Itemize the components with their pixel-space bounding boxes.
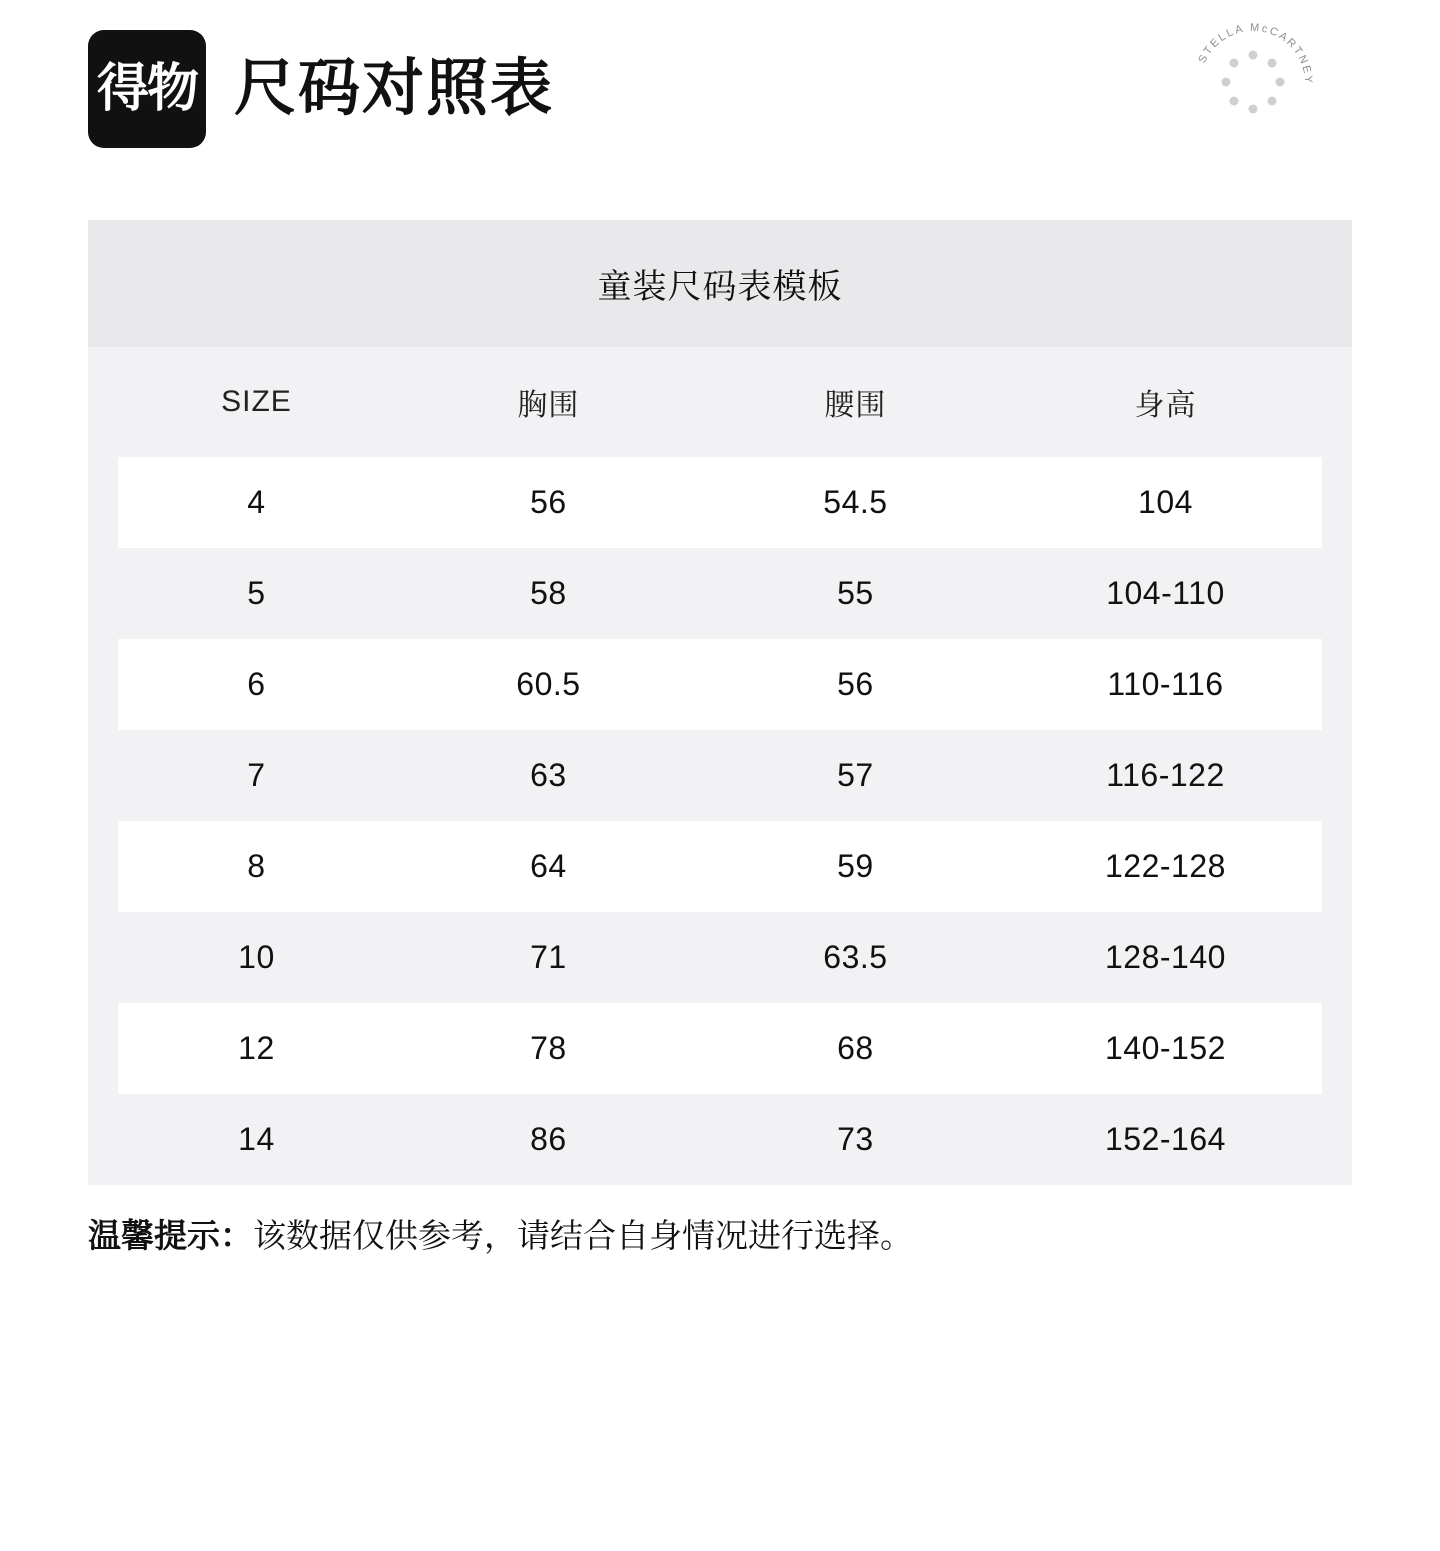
table-row	[118, 639, 1322, 730]
page-title: 尺码对照表	[234, 54, 555, 123]
table-row	[118, 457, 1322, 548]
size-chart-body	[88, 347, 1352, 1185]
cell-chest: 63	[395, 730, 702, 821]
cell-height: 104-110	[1009, 548, 1322, 639]
cell-size: 10	[118, 912, 395, 1003]
table-header-row	[118, 347, 1322, 457]
cell-chest: 71	[395, 912, 702, 1003]
cell-height: 116-122	[1009, 730, 1322, 821]
cell-chest: 78	[395, 1003, 702, 1094]
cell-waist: 54.5	[702, 457, 1009, 548]
cell-waist: 59	[702, 821, 1009, 912]
cell-chest: 64	[395, 821, 702, 912]
cell-size: 12	[118, 1003, 395, 1094]
column-header-height: 身高	[1009, 347, 1322, 457]
disclaimer-text: 该数据仅供参考，请结合自身情况进行选择。	[253, 1217, 913, 1254]
cell-height: 140-152	[1009, 1003, 1322, 1094]
size-chart	[88, 220, 1352, 1185]
cell-height: 152-164	[1009, 1094, 1322, 1185]
cell-chest: 56	[395, 457, 702, 548]
cell-chest: 86	[395, 1094, 702, 1185]
cell-waist: 63.5	[702, 912, 1009, 1003]
cell-size: 7	[118, 730, 395, 821]
cell-size: 8	[118, 821, 395, 912]
cell-chest: 60.5	[395, 639, 702, 730]
cell-size: 14	[118, 1094, 395, 1185]
table-row	[118, 548, 1322, 639]
column-header-waist: 腰围	[702, 347, 1009, 457]
cell-size: 4	[118, 457, 395, 548]
cell-height: 104	[1009, 457, 1322, 548]
cell-height: 122-128	[1009, 821, 1322, 912]
disclaimer-label: 温馨提示：	[88, 1217, 253, 1254]
table-row	[118, 1003, 1322, 1094]
page-header	[0, 0, 1440, 150]
cell-chest: 58	[395, 548, 702, 639]
stella-mccartney-ring-icon	[1178, 8, 1328, 158]
table-row	[118, 1094, 1322, 1185]
size-chart-caption: 童装尺码表模板	[88, 220, 1352, 347]
table-row	[118, 912, 1322, 1003]
brand-logo-badge	[88, 30, 206, 148]
cell-size: 5	[118, 548, 395, 639]
cell-size: 6	[118, 639, 395, 730]
column-header-chest: 胸围	[395, 347, 702, 457]
cell-waist: 73	[702, 1094, 1009, 1185]
table-row	[118, 730, 1322, 821]
size-table	[118, 347, 1322, 1185]
cell-waist: 56	[702, 639, 1009, 730]
cell-height: 110-116	[1009, 639, 1322, 730]
cell-height: 128-140	[1009, 912, 1322, 1003]
brand-logo-text: 得物	[96, 59, 197, 119]
cell-waist: 68	[702, 1003, 1009, 1094]
column-header-size: SIZE	[118, 347, 395, 457]
cell-waist: 57	[702, 730, 1009, 821]
table-row	[118, 821, 1322, 912]
disclaimer-note	[88, 1213, 1352, 1259]
svg-text:STELLA McCARTNEY: STELLA McCARTNEY	[1196, 21, 1315, 86]
cell-waist: 55	[702, 548, 1009, 639]
